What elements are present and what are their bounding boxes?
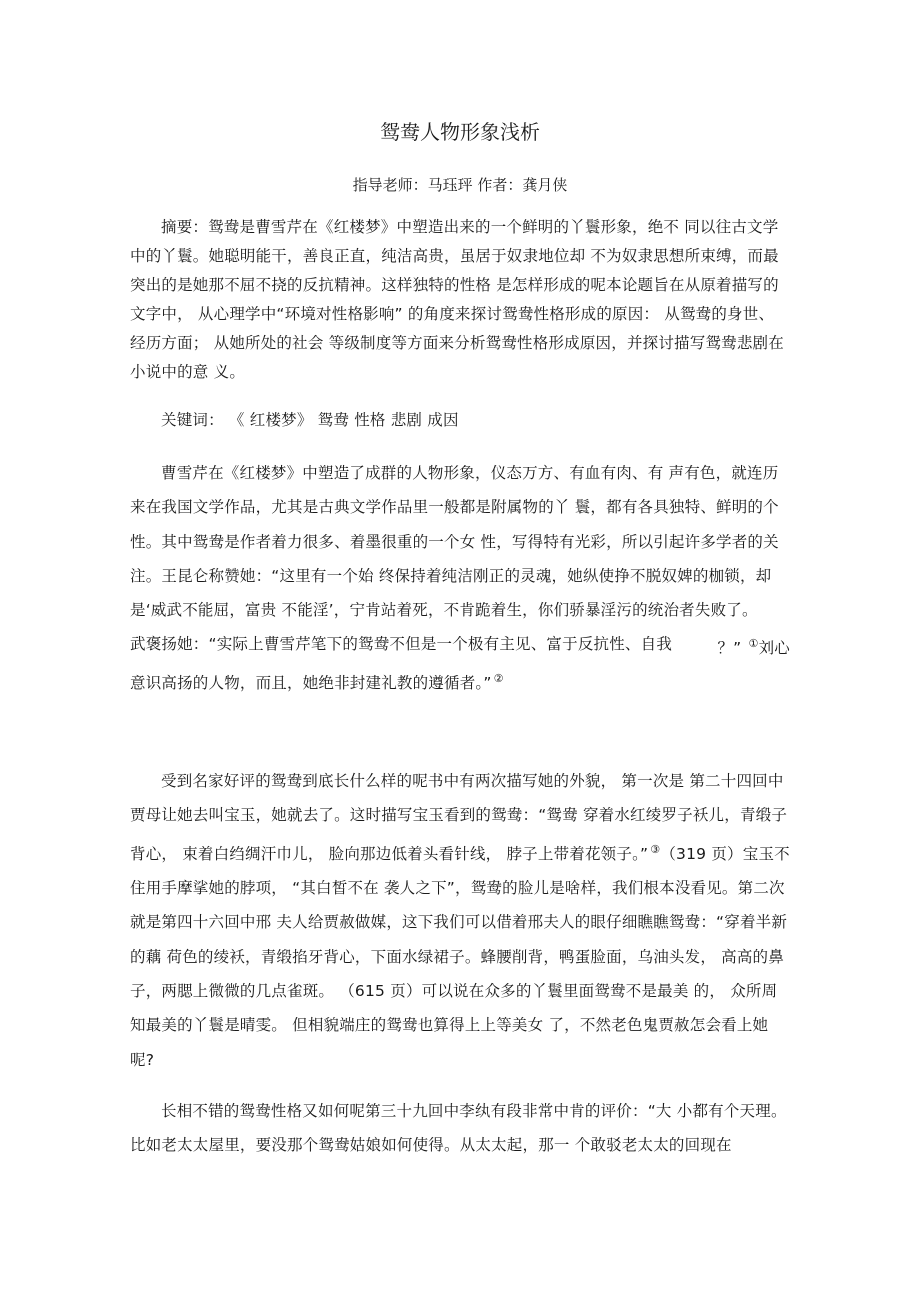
- page-title: 鸳鸯人物形象浅析: [380, 120, 540, 144]
- intro-end-marks: [686, 627, 790, 665]
- appearance-text-a: 受到名家好评的鸳鸯到底长什么样的呢书中有两次描写她的外貌， 第一次是 第二十四回中贾母让她去叫宝玉，她就去了。这时描写宝玉看到的鸳鸯：“鸳鸯 穿着水红绫罗子袄儿，青缎子背心， 束着白绉绸汗巾儿， 脸向那边低着头看针线， 脖子上带着花领子。”: [130, 772, 788, 863]
- author-byline: 指导老师：马珏玶 作者：龚月侠: [352, 176, 568, 194]
- keywords-line: 关键词： 《 红楼梦》 鸳鸯 性格 悲剧 成因: [161, 411, 459, 429]
- intro-cont-text: 武褒扬她：“实际上曹雪芹笔下的鸳鸯不但是一个极有主见、富于反抗性、自我 意识高扬的人物，而且，她绝非封建礼教的遵循者。”: [130, 635, 673, 692]
- intro-paragraph: [130, 456, 790, 658]
- appearance-text-b: （319 页）宝玉不住用手摩挲她的脖项， “其白皙不在 袭人之下”，鸳鸯的脸儿是啥样，我们根本没看见。第二次就是第四十六回中邢 夫人给贾赦做媒，这下我们可以借着邢夫人的眼仔细瞧瞧鸳鸯：“穿着半新的藕 荷色的绫袄，青缎掐牙背心，下面水绿裙子。蜂腰削背，鸭蛋脸面，乌油头发， 高高的鼻子，两腮上微微的几点雀斑。 （615 页）可以说在众多的丫鬟里面鸳鸯不是最美 的， 众所周知最美的丫鬟是晴雯。 但相貌端庄的鸳鸯也算得上上等美女 了，不然老色鬼贾赦怎会看上她呢?: [130, 844, 790, 1069]
- footnote-ref-2: ②: [493, 671, 504, 685]
- intro-question-mark: ？”: [717, 639, 742, 658]
- keywords-section: [130, 406, 790, 435]
- footnote-ref-1: ①: [748, 637, 759, 651]
- intro-tail-text: 刘心: [758, 639, 790, 658]
- intro-section: [130, 456, 790, 700]
- personality-section: [130, 1094, 790, 1162]
- appearance-section: [130, 764, 790, 1077]
- footnote-ref-3: ③: [650, 842, 661, 856]
- abstract-section: [130, 213, 790, 387]
- abstract-paragraph: 摘要：鸳鸯是曹雪芹在《红楼梦》中塑造出来的一个鲜明的丫鬟形象，绝不 同以往古文学中的丫鬟。她聪明能干，善良正直，纯洁高贵，虽居于奴隶地位却 不为奴隶思想所束缚，而最突出的是她那不屈不挠的反抗精神。这样独特的性格 是怎样形成的呢本论题旨在从原着描写的文字中， 从心理学中“环境对性格影响” 的角度来探讨鸳鸯性格形成的原因： 从鸳鸯的身世、 经历方面； 从她所处的社会 等级制度等方面来分析鸳鸯性格形成原因，并探讨描写鸳鸯悲剧在小说中的意 义。: [130, 218, 784, 381]
- appearance-paragraph: [130, 764, 790, 1077]
- personality-paragraph: 长相不错的鸳鸯性格又如何呢第三十九回中李纨有段非常中肯的评价：“大 小都有个天理。比如老太太屋里，要没那个鸳鸯姑娘如何使得。从太太起，那一 个敢驳老太太的回现在: [130, 1102, 787, 1154]
- intro-main-text: 曹雪芹在《红楼梦》中塑造了成群的人物形象，仪态万方、有血有肉、有 声有色，就连历来在我国文学作品，尤其是古典文学作品里一般都是附属物的丫 鬟，都有各具独特、鲜明的个性。其中鸳鸯是作者着力很多、着墨很重的一个女 性，写得特有光彩，所以引起许多学者的关注。王昆仑称赞她：“这里有一个始 终保持着纯洁刚正的灵魂，她纵使挣不脱奴婢的枷锁，却是‘威武不能屈，富贵 不能淫’，宁肯站着死，不肯跪着生，你们骄暴淫污的统治者失败了。: [130, 464, 779, 620]
